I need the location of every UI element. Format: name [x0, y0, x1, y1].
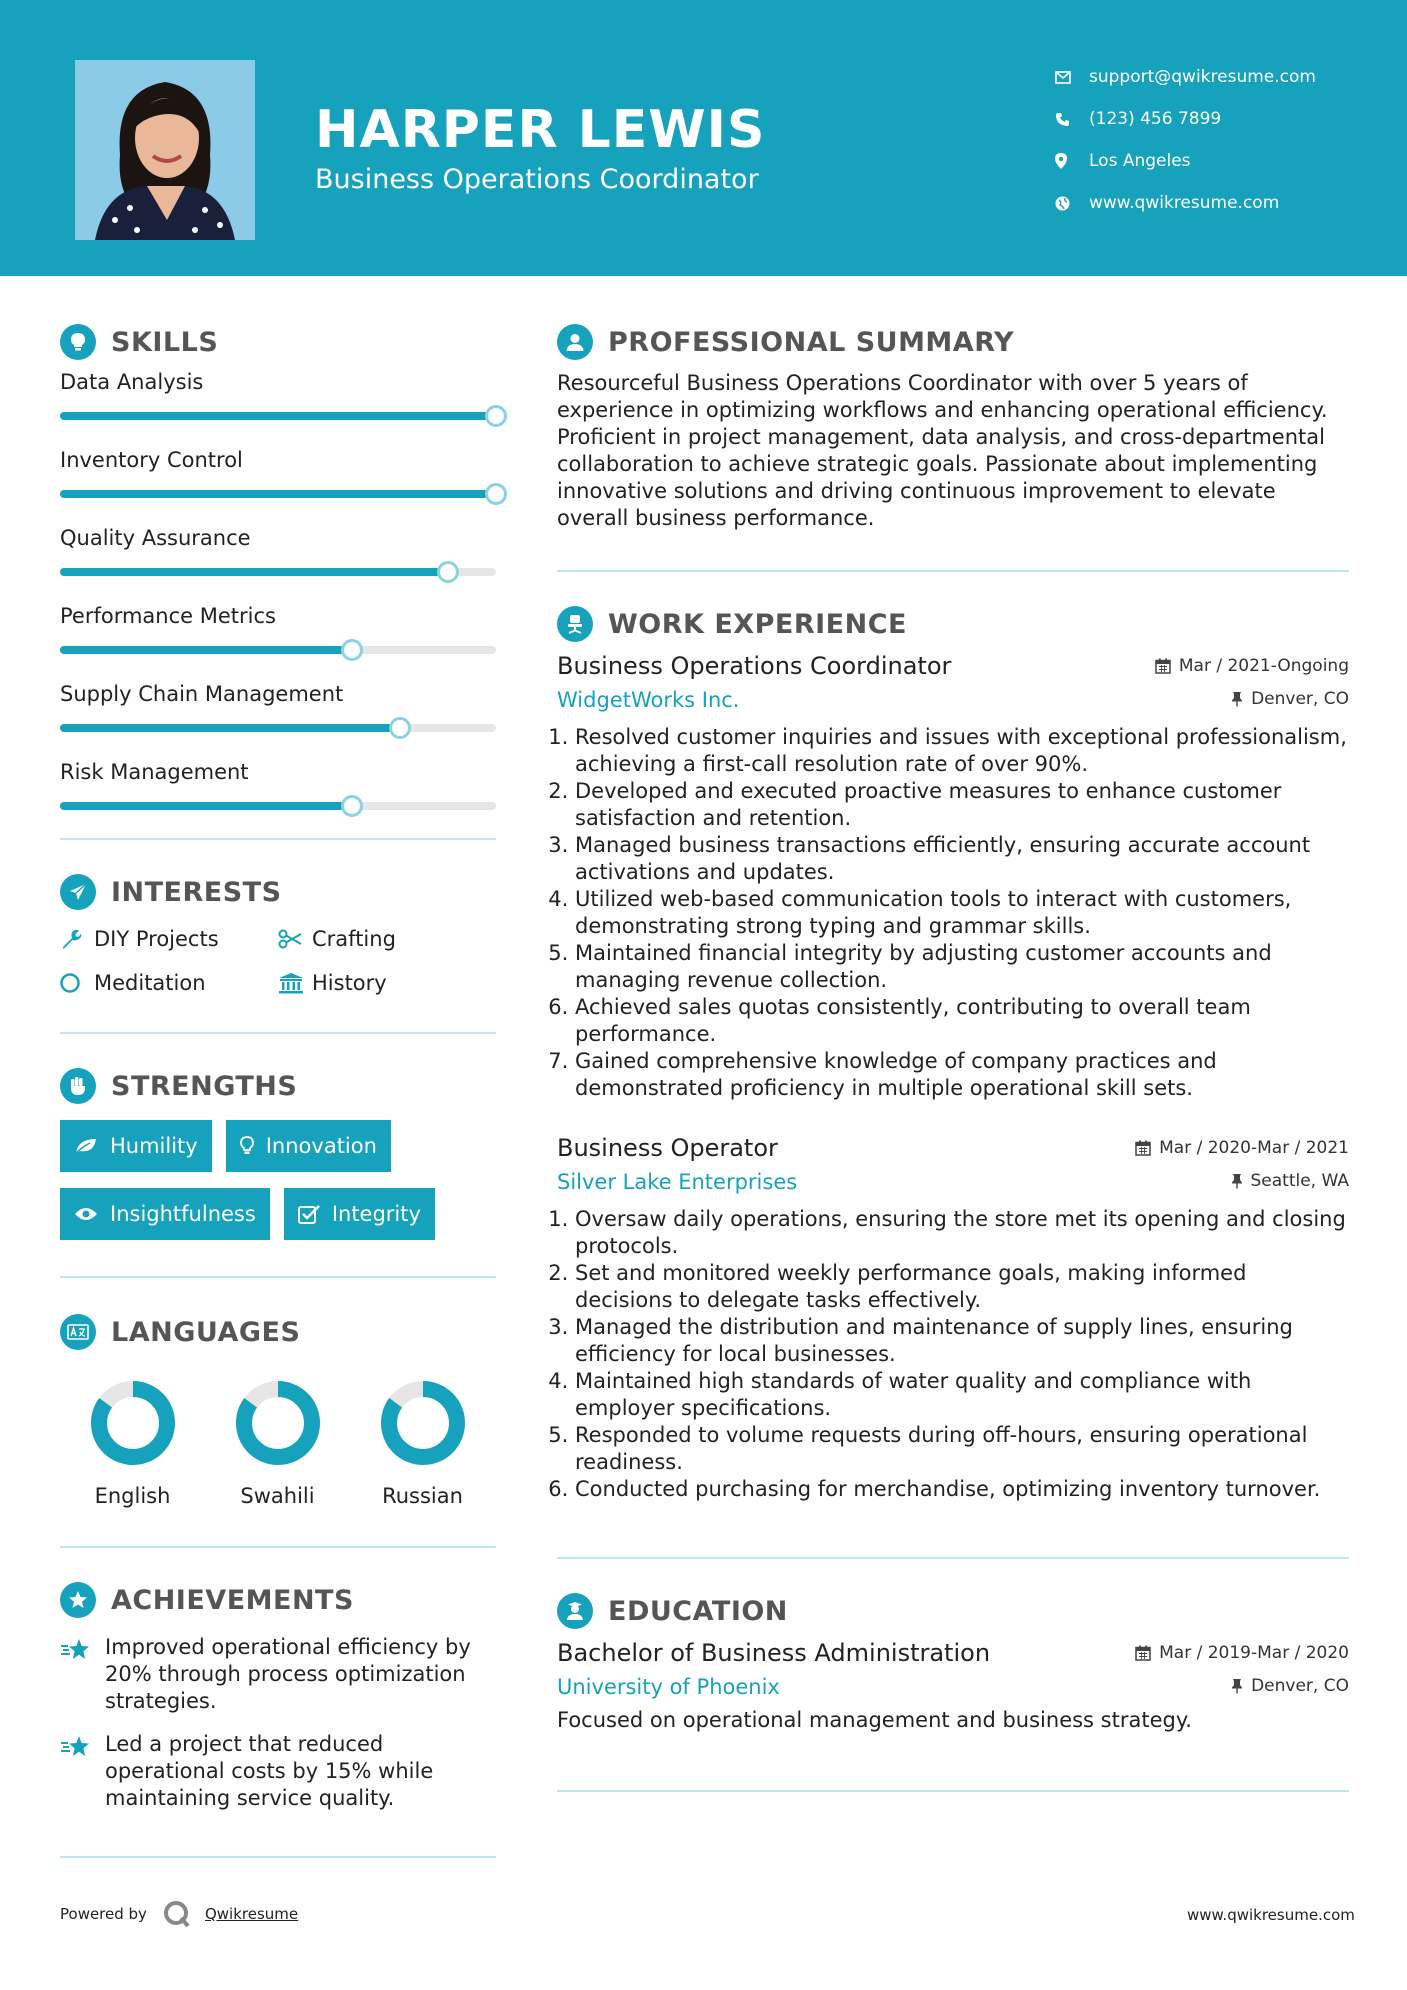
eye-icon	[74, 1206, 98, 1222]
job-location	[1231, 1171, 1350, 1191]
skill-bar-fill	[60, 724, 400, 732]
star-icon	[60, 1634, 105, 1715]
skills-title: SKILLS	[111, 326, 219, 358]
interests-title: INTERESTS	[111, 876, 282, 908]
skill-bar	[60, 412, 496, 420]
skill-label: Supply Chain Management	[60, 682, 344, 706]
footer-website[interactable]: www.qwikresume.com	[1187, 1906, 1355, 1924]
job-bullet: 1. Oversaw daily operations, ensuring the store met its opening and closing protocols.	[575, 1206, 1349, 1260]
powered-by-text: Powered by	[60, 1905, 147, 1923]
summary-heading	[557, 318, 1349, 366]
language-icon	[60, 1314, 96, 1350]
interests-list	[60, 924, 496, 998]
strength-badge	[226, 1120, 391, 1172]
languages-heading	[60, 1308, 496, 1356]
skill-label: Data Analysis	[60, 370, 204, 394]
section-divider	[60, 1546, 496, 1548]
star-icon	[60, 1731, 105, 1812]
skill-item	[60, 448, 496, 498]
office-chair-icon	[557, 606, 593, 642]
education-date	[1135, 1643, 1349, 1663]
skill-bar	[60, 490, 496, 498]
skill-bar-fill	[60, 490, 496, 498]
achievement-text: Led a project that reduced operational costs by 15% while maintaining service quality.	[105, 1732, 434, 1810]
job-bullet: 2. Set and monitored weekly performance goals, making informed decisions to delegate tasks effectively.	[575, 1260, 1349, 1314]
person-avatar-icon	[75, 60, 255, 240]
job-location-text: Denver, CO	[1251, 689, 1349, 709]
skill-item	[60, 760, 496, 810]
footer-powered-by	[60, 1898, 298, 1930]
profile-photo	[75, 60, 255, 240]
check-square-icon	[298, 1204, 320, 1224]
skill-bar-knob	[485, 405, 507, 427]
experience-heading	[557, 600, 1349, 648]
job-date	[1135, 1138, 1349, 1158]
skill-item	[60, 526, 496, 576]
skill-label: Inventory Control	[60, 448, 243, 472]
skill-bar-fill	[60, 646, 352, 654]
fist-icon	[60, 1068, 96, 1104]
contact-phone-text: (123) 456 7899	[1089, 109, 1222, 129]
contact-location-text: Los Angeles	[1089, 151, 1191, 171]
circle-icon	[60, 972, 94, 994]
skill-item	[60, 604, 496, 654]
job-bullet: 3. Managed business transactions efficiently, ensuring accurate account activations and updates.	[575, 832, 1349, 886]
job-company: WidgetWorks Inc.	[557, 688, 740, 712]
skill-bar-fill	[60, 568, 448, 576]
strength-label: Insightfulness	[110, 1202, 256, 1226]
achievements-title: ACHIEVEMENTS	[111, 1584, 354, 1616]
contact-email-text[interactable]: support@qwikresume.com	[1089, 67, 1316, 87]
achievements-heading	[60, 1576, 496, 1624]
achievement-text: Improved operational efficiency by 20% through process optimization strategies.	[105, 1635, 471, 1713]
skill-bar-knob	[389, 717, 411, 739]
job-bullet: 2. Developed and executed proactive measures to enhance customer satisfaction and retention.	[575, 778, 1349, 832]
job-title: Business Operator	[557, 1134, 778, 1162]
scissors-icon	[278, 929, 312, 949]
skill-item	[60, 370, 496, 420]
candidate-title: Business Operations Coordinator	[315, 164, 759, 195]
strength-label: Integrity	[331, 1202, 421, 1226]
skills-heading	[60, 318, 496, 366]
interests-heading	[60, 868, 496, 916]
language-donut	[88, 1378, 178, 1468]
strength-badge	[60, 1120, 212, 1172]
languages-list	[60, 1378, 496, 1508]
strength-badge	[60, 1188, 270, 1240]
interest-label: Crafting	[312, 927, 396, 951]
interest-label: DIY Projects	[94, 927, 219, 951]
contact-website[interactable]	[1055, 182, 1316, 224]
education-title: EDUCATION	[608, 1595, 788, 1627]
skill-label: Performance Metrics	[60, 604, 276, 628]
contact-location	[1055, 140, 1316, 182]
interest-item	[278, 924, 496, 954]
skill-bar	[60, 568, 496, 576]
strengths-heading	[60, 1062, 496, 1110]
skill-bar	[60, 802, 496, 810]
job-entry	[557, 652, 1349, 1102]
section-divider	[60, 1276, 496, 1278]
skill-label: Risk Management	[60, 760, 249, 784]
strength-label: Humility	[110, 1134, 198, 1158]
section-divider	[60, 1032, 496, 1034]
envelope-icon	[1055, 71, 1089, 84]
museum-icon	[278, 972, 312, 994]
education-location-text: Denver, CO	[1251, 1676, 1349, 1696]
experience-title: WORK EXPERIENCE	[608, 608, 907, 640]
education-description: Focused on operational management and business strategy.	[557, 1708, 1192, 1732]
pushpin-icon	[1231, 1678, 1243, 1694]
wrench-icon	[60, 928, 94, 950]
skill-bar-fill	[60, 412, 496, 420]
job-bullet: 4. Utilized web-based communication tools to interact with customers, demonstrating strong typing and grammar skills.	[575, 886, 1349, 940]
lightbulb-icon	[60, 324, 96, 360]
education-entry	[557, 1639, 1349, 1734]
job-bullet: 3. Managed the distribution and maintenance of supply lines, ensuring efficiency for local businesses.	[575, 1314, 1349, 1368]
job-bullet: 4. Maintained high standards of water quality and compliance with employer specifications.	[575, 1368, 1349, 1422]
skill-label: Quality Assurance	[60, 526, 251, 550]
education-date-text: Mar / 2019-Mar / 2020	[1159, 1643, 1349, 1663]
job-bullet: 6. Achieved sales quotas consistently, contributing to overall team performance.	[575, 994, 1349, 1048]
interest-item	[60, 968, 278, 998]
strength-label: Innovation	[265, 1134, 377, 1158]
map-pin-icon	[1055, 153, 1089, 169]
section-divider	[557, 1790, 1349, 1792]
leaf-icon	[74, 1137, 98, 1155]
interest-item	[60, 924, 278, 954]
lightbulb-icon	[240, 1136, 254, 1156]
job-title: Business Operations Coordinator	[557, 652, 952, 680]
job-bullet: 7. Gained comprehensive knowledge of company practices and demonstrated proficiency in multiple operational skill sets.	[575, 1048, 1349, 1102]
language-item	[350, 1378, 495, 1508]
calendar-icon	[1155, 658, 1171, 674]
language-item	[60, 1378, 205, 1508]
language-label: Swahili	[240, 1484, 315, 1508]
graduate-icon	[557, 1593, 593, 1629]
user-icon	[557, 324, 593, 360]
resume-header	[0, 0, 1407, 276]
skill-bar	[60, 724, 496, 732]
candidate-name: HARPER LEWIS	[315, 100, 766, 160]
skill-bar-knob	[485, 483, 507, 505]
contact-phone	[1055, 98, 1316, 140]
job-date-text: Mar / 2020-Mar / 2021	[1159, 1138, 1349, 1158]
strength-badge	[284, 1188, 435, 1240]
achievement-item	[60, 1731, 496, 1812]
star-badge-icon	[60, 1582, 96, 1618]
education-heading	[557, 1587, 1349, 1635]
job-date-text: Mar / 2021-Ongoing	[1178, 656, 1349, 676]
right-column	[557, 318, 1349, 1792]
pushpin-icon	[1231, 691, 1243, 707]
calendar-icon	[1135, 1140, 1151, 1156]
achievement-item	[60, 1634, 496, 1715]
pushpin-icon	[1231, 1173, 1243, 1189]
skill-bar-fill	[60, 802, 352, 810]
skill-item	[60, 682, 496, 732]
job-bullet: 6. Conducted purchasing for merchandise, optimizing inventory turnover.	[575, 1476, 1349, 1503]
job-date	[1155, 656, 1349, 676]
language-item	[205, 1378, 350, 1508]
summary-title: PROFESSIONAL SUMMARY	[608, 326, 1015, 358]
job-bullets	[557, 724, 1349, 1102]
contact-info	[1055, 56, 1316, 224]
interest-item	[278, 968, 496, 998]
job-location-text: Seattle, WA	[1250, 1171, 1349, 1191]
school-name: University of Phoenix	[557, 1675, 780, 1699]
skills-list	[60, 370, 496, 810]
interest-label: Meditation	[94, 971, 206, 995]
qwikresume-logo-icon	[161, 1898, 193, 1930]
section-divider	[557, 570, 1349, 572]
job-bullet: 5. Maintained financial integrity by adjusting customer accounts and managing revenue collection.	[575, 940, 1349, 994]
language-label: English	[94, 1484, 171, 1508]
skill-bar-knob	[437, 561, 459, 583]
globe-icon	[1055, 196, 1089, 211]
brand-link[interactable]: Qwikresume	[204, 1905, 299, 1923]
job-entry	[557, 1134, 1349, 1503]
section-divider	[557, 1557, 1349, 1559]
achievements-list	[60, 1634, 496, 1812]
skill-bar-knob	[341, 639, 363, 661]
skill-bar-knob	[341, 795, 363, 817]
language-donut	[378, 1378, 468, 1468]
left-column	[60, 318, 496, 1858]
paper-plane-icon	[60, 874, 96, 910]
summary-text: Resourceful Business Operations Coordinator with over 5 years of experience in optimizing workflows and enhancing operational efficiency. Proficient in project management, data analysis, and cross-departmental collaboration to achieve strategic goals. Passionate about implementing innovative solutions and driving continuous improvement to elevate overall business performance.	[557, 371, 1328, 530]
language-label: Russian	[382, 1484, 463, 1508]
job-bullets	[557, 1206, 1349, 1503]
calendar-icon	[1135, 1645, 1151, 1661]
strengths-title: STRENGTHS	[111, 1070, 298, 1102]
job-company: Silver Lake Enterprises	[557, 1170, 798, 1194]
section-divider	[60, 838, 496, 840]
job-location	[1231, 689, 1349, 709]
section-divider	[60, 1856, 496, 1858]
phone-icon	[1055, 112, 1089, 127]
contact-email[interactable]	[1055, 56, 1316, 98]
job-bullet: 5. Responded to volume requests during off-hours, ensuring operational readiness.	[575, 1422, 1349, 1476]
strengths-list	[60, 1120, 496, 1240]
degree-title: Bachelor of Business Administration	[557, 1639, 991, 1667]
language-donut	[233, 1378, 323, 1468]
job-bullet: 1. Resolved customer inquiries and issues with exceptional professionalism, achieving a first-call resolution rate of over 90%.	[575, 724, 1349, 778]
education-location	[1231, 1676, 1349, 1696]
interest-label: History	[312, 971, 387, 995]
contact-website-text[interactable]: www.qwikresume.com	[1089, 193, 1280, 213]
languages-title: LANGUAGES	[111, 1316, 301, 1348]
skill-bar	[60, 646, 496, 654]
